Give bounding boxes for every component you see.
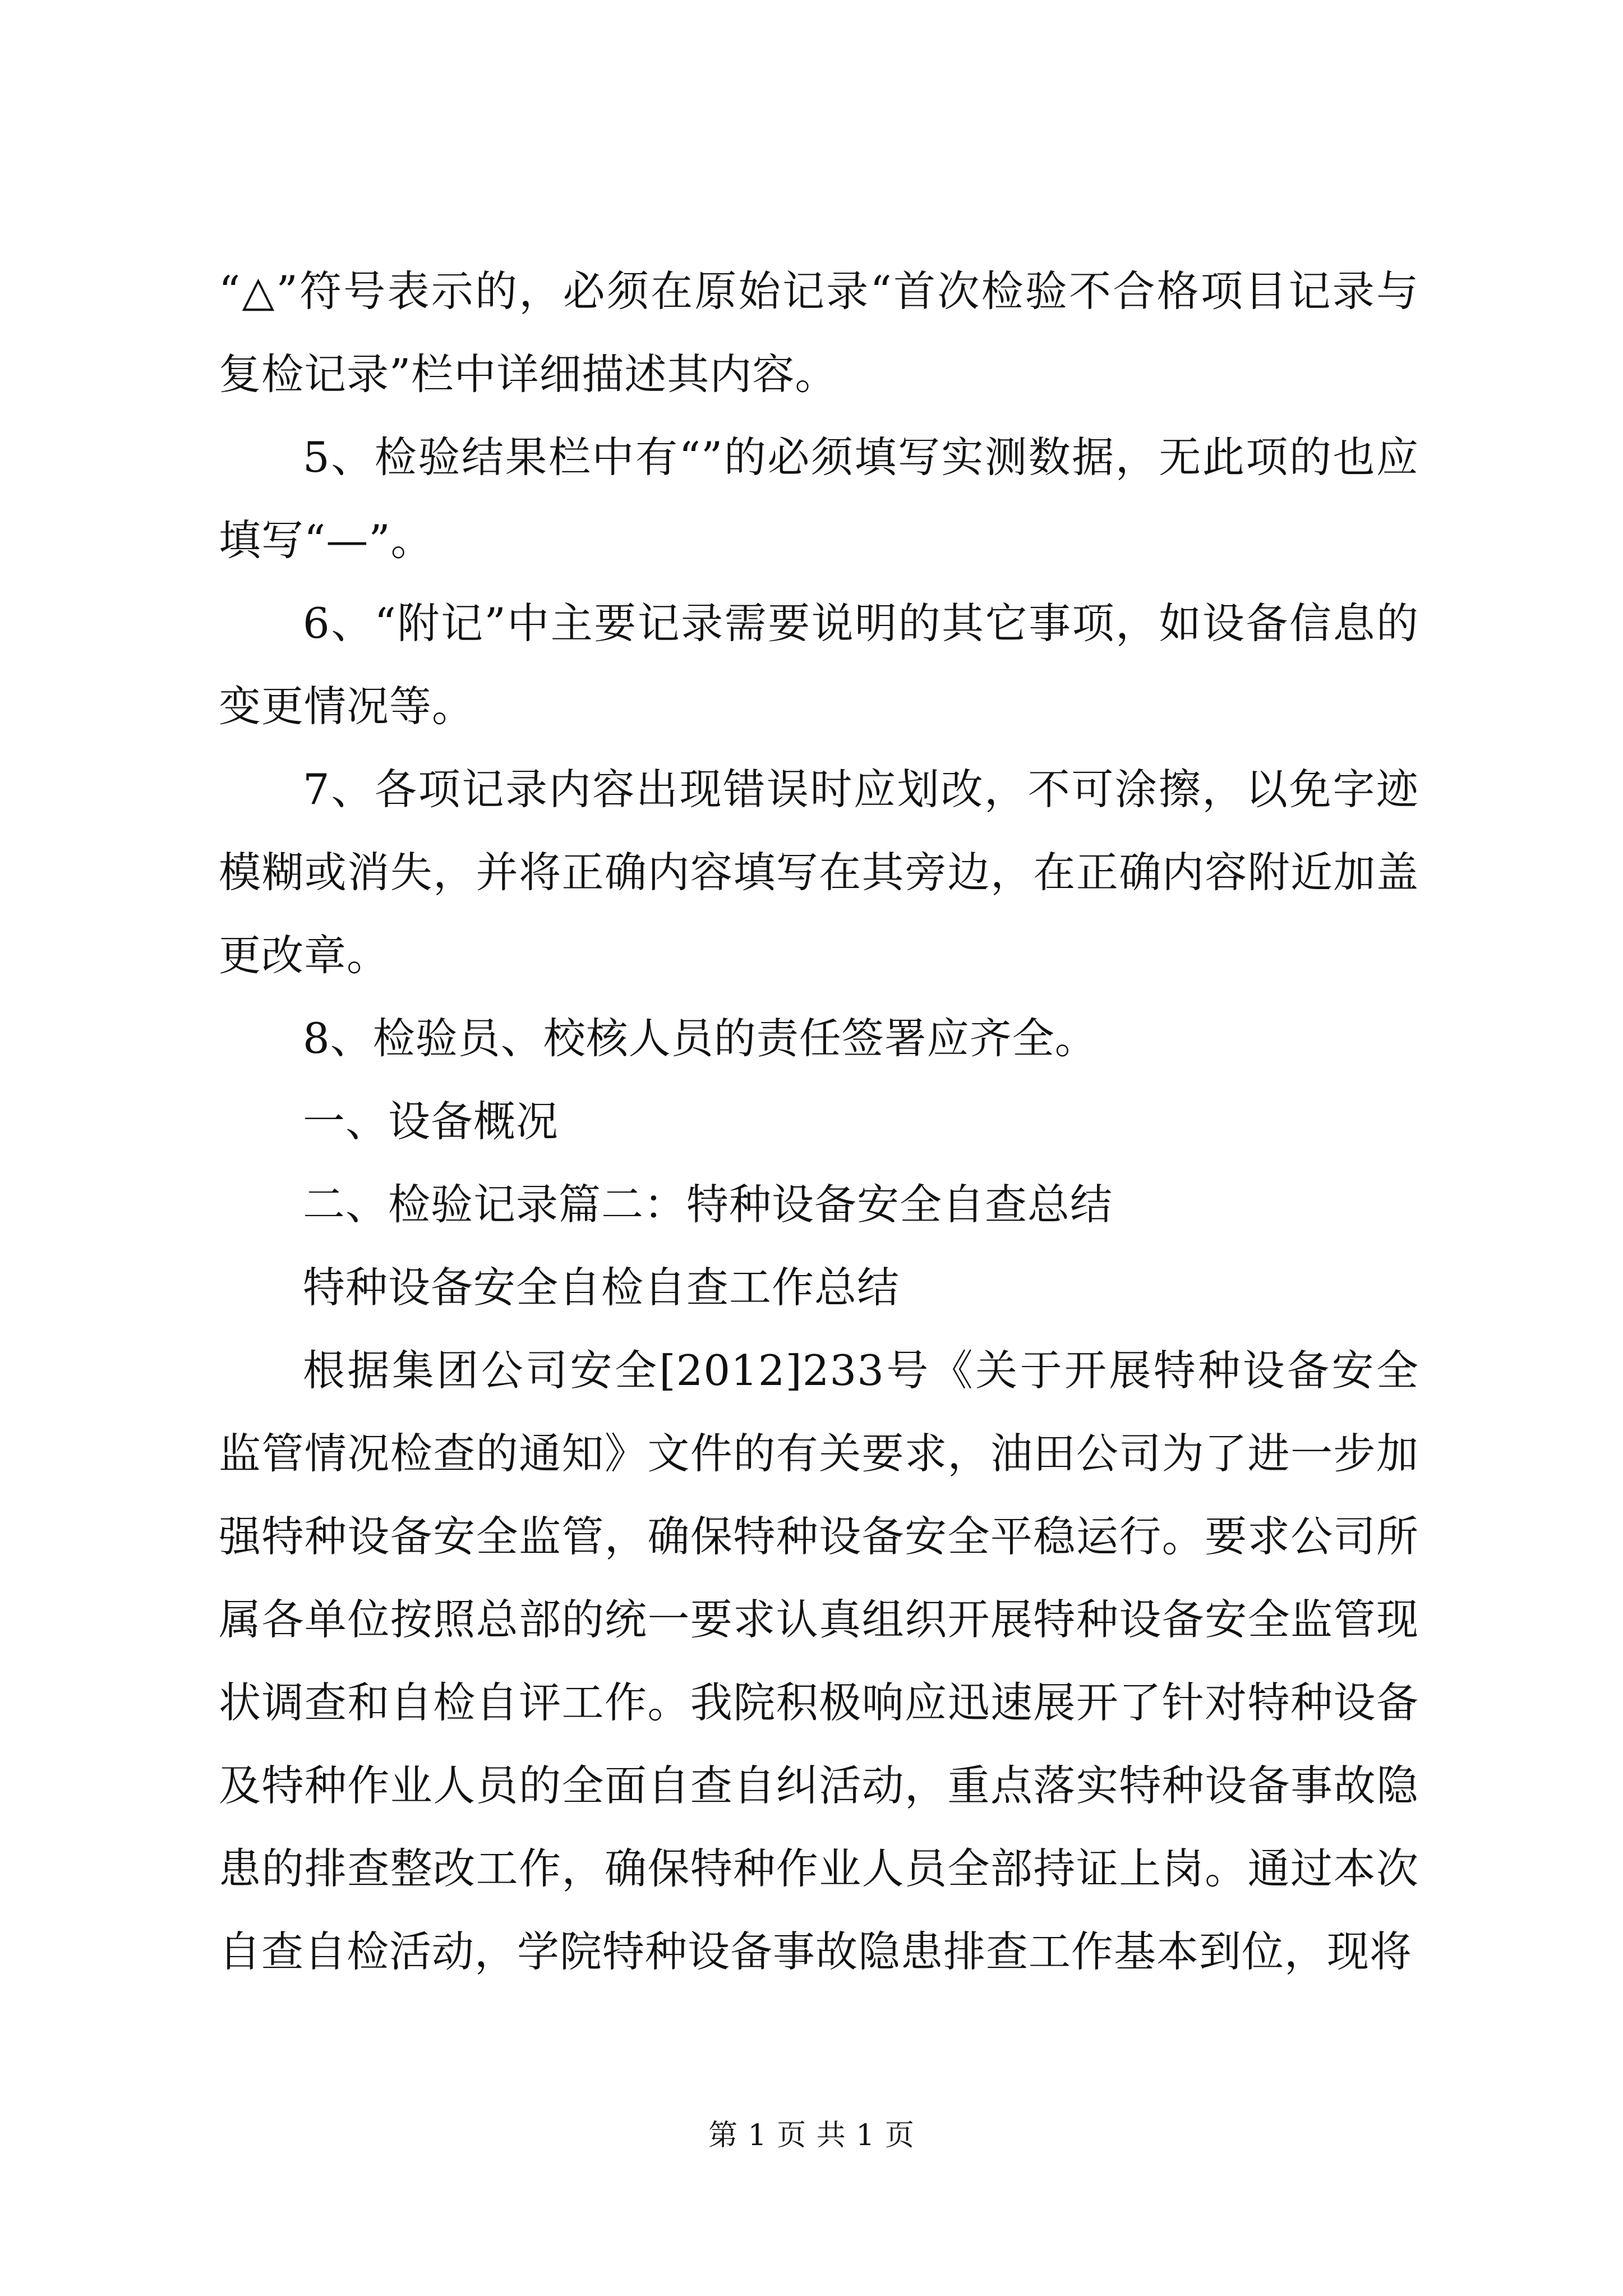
paragraph-item-8: 8、检验员、校核人员的责任签署应齐全。 [303, 1014, 1098, 1063]
paragraph-body: 根据集团公司安全[2012]233号《关于开展特种设备安全监管情况检查的通知》文件的有关要求，油田公司为了进一步加强特种设备安全监管，确保特种设备安全平稳运行。要求公司所属各单位按照总部的统一要求认真组织开展特种设备安全监管现状调查和自检自评工作。我院积极响应迅速展开了针对特种设备及特种作业人员的全面自查自纠活动，重点落实特种设备事故隐患的排查整改工作，确保特种作业人员全部持证上岗。通过本次自查自检活动，学院特种设备事故隐患排查工作基本到位，现将 [219, 1346, 1419, 1976]
paragraph-item-6: 6、“附记”中主要记录需要说明的其它事项，如设备信息的变更情况等。 [219, 599, 1419, 731]
paragraph-continuation: “△”符号表示的，必须在原始记录“首次检验不合格项目记录与复检记录”栏中详细描述其内容。 [219, 266, 1419, 399]
article-title: 特种设备安全自检自查工作总结 [303, 1263, 900, 1312]
paragraph-item-7: 7、各项记录内容出现错误时应划改，不可涂擦，以免字迹模糊或消失，并将正确内容填写在其旁边，在正确内容附近加盖更改章。 [219, 765, 1419, 980]
section-heading-2: 二、检验记录篇二：特种设备安全自查总结 [303, 1180, 1113, 1229]
section-heading-1: 一、设备概况 [303, 1097, 559, 1146]
paragraph-item-5: 5、检验结果栏中有“”的必须填写实测数据，无此项的也应填写“—”。 [219, 432, 1419, 565]
page-footer: 第 1 页 共 1 页 [708, 2119, 915, 2152]
document-body [219, 250, 1419, 1993]
